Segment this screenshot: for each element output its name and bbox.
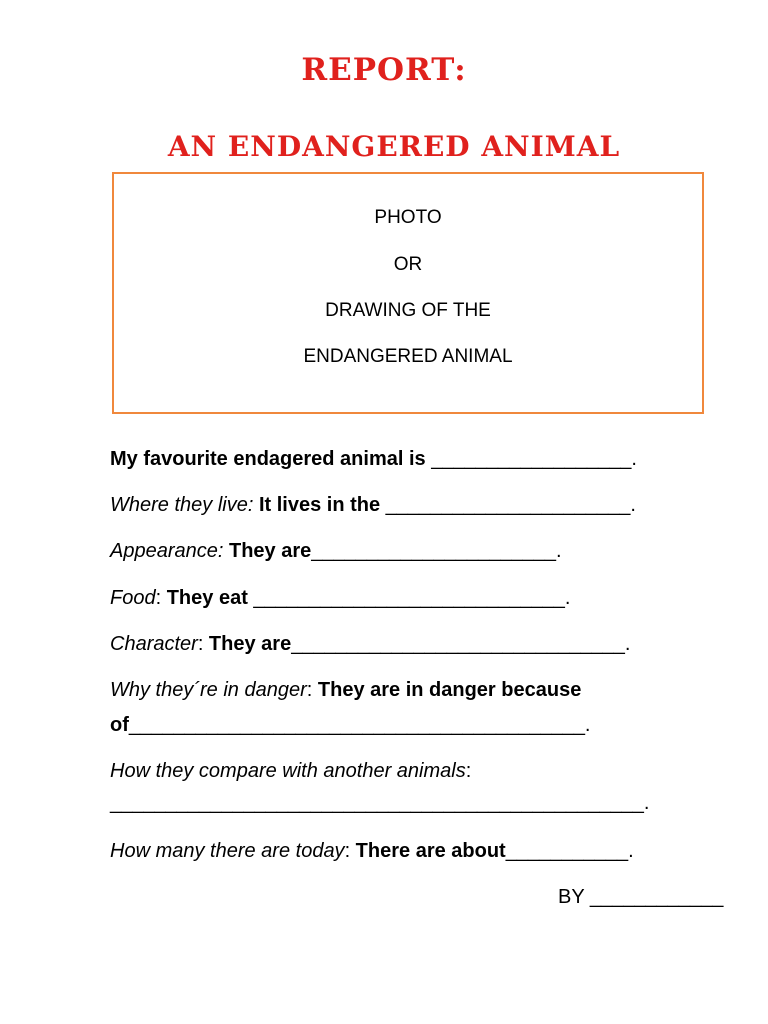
how-many-label: How many there are today	[110, 840, 345, 862]
character-label: Character	[110, 633, 198, 655]
where-they-live-label: Where they live:	[110, 494, 254, 516]
how-many-blank[interactable]: ___________.	[505, 840, 634, 862]
how-many-colon: :	[344, 840, 351, 862]
appearance-label: Appearance:	[110, 540, 224, 562]
appearance-line	[110, 540, 562, 563]
photo-box-line: PHOTO	[374, 207, 442, 228]
by-line	[558, 886, 723, 909]
food-line	[110, 587, 570, 610]
danger-continuation-line	[110, 714, 591, 737]
danger-prompt: They are in danger because	[312, 679, 582, 701]
how-many-prompt: There are about	[350, 840, 506, 862]
photo-box-line: DRAWING OF THE	[325, 300, 491, 321]
appearance-prompt: They are	[223, 540, 312, 562]
compare-colon: :	[465, 760, 472, 782]
character-colon: :	[197, 633, 204, 655]
danger-line	[110, 679, 581, 702]
compare-blank-line	[110, 792, 649, 815]
where-they-live-line	[110, 494, 636, 517]
appearance-blank[interactable]: ______________________.	[311, 540, 562, 562]
report-title: REPORT:	[301, 52, 467, 88]
by-blank[interactable]: ____________	[589, 886, 724, 908]
favourite-animal-prompt: My favourite endagered animal is	[110, 448, 432, 470]
compare-label: How they compare with another animals	[110, 760, 466, 782]
food-label: Food	[110, 587, 156, 609]
character-line	[110, 633, 630, 656]
character-blank[interactable]: ______________________________.	[291, 633, 631, 655]
by-label: BY	[558, 886, 590, 908]
danger-colon: :	[306, 679, 313, 701]
danger-blank[interactable]: _________________________________________.	[128, 714, 591, 736]
photo-box-line: ENDANGERED ANIMAL	[303, 346, 513, 367]
compare-line	[110, 760, 471, 783]
favourite-animal-blank[interactable]: __________________.	[431, 448, 637, 470]
danger-continuation: of	[110, 714, 129, 736]
food-colon: :	[155, 587, 162, 609]
favourite-animal-line	[110, 448, 637, 471]
how-many-line	[110, 840, 634, 863]
where-they-live-blank[interactable]: ______________________.	[385, 494, 636, 516]
character-prompt: They are	[203, 633, 292, 655]
food-prompt: They eat	[161, 587, 254, 609]
photo-placeholder-box	[112, 172, 704, 414]
compare-blank[interactable]: ________________________________________________.	[110, 792, 650, 814]
photo-box-line: OR	[393, 254, 423, 275]
danger-label: Why they´re in danger	[110, 679, 307, 701]
where-they-live-prompt: It lives in the	[253, 494, 386, 516]
food-blank[interactable]: ____________________________.	[253, 587, 571, 609]
report-subtitle: AN ENDANGERED ANIMAL	[167, 130, 621, 163]
